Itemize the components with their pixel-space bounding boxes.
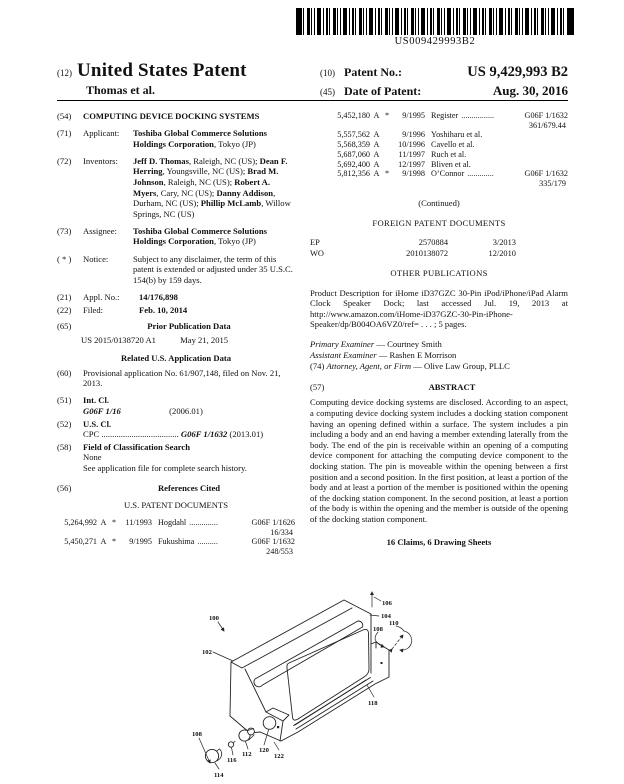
inventor-name: Jeff D. Thomas — [133, 155, 189, 166]
field-21-tag: (21) — [57, 291, 72, 302]
filed-label: Filed: — [83, 305, 104, 316]
attorney-name: — Olive Law Group, PLLC — [411, 361, 510, 372]
kind-code-tag: (12) — [57, 68, 72, 78]
foreign-row — [310, 238, 568, 249]
ref-body — [431, 160, 568, 170]
reference-row — [330, 140, 568, 150]
prior-publication-line — [81, 335, 295, 346]
field-72-inventors — [57, 156, 295, 220]
date-label: Date of Patent: — [344, 84, 422, 98]
prior-publication-heading: Prior Publication Data — [147, 321, 231, 331]
figure-label: 106 — [382, 600, 392, 607]
foreign-date: 12/2010 — [488, 249, 516, 259]
assistant-examiner-name: — Rashen E Morrison — [376, 350, 457, 361]
cpc-prefix: CPC — [83, 429, 100, 440]
field-51-tag: (51) — [57, 395, 72, 406]
ref-number: 5,557,562 — [337, 130, 370, 140]
document-title: United States Patent — [77, 60, 247, 81]
field-52-us-cl — [57, 419, 295, 440]
reference-row — [57, 537, 295, 547]
publication-date: May 21, 2015 — [180, 334, 229, 345]
provisional-text: Provisional application No. 61/907,148, filed on Nov. 21, 2013. — [83, 367, 281, 389]
ref-date: 9/1995 — [129, 537, 152, 547]
ref-body — [158, 518, 295, 528]
notice-tag: ( * ) — [57, 253, 72, 264]
field-71-applicant — [57, 128, 295, 149]
field-73-assignee — [57, 226, 295, 247]
field-72-tag: (72) — [57, 155, 72, 166]
ref-number: 5,264,992 — [64, 517, 97, 527]
notice-label: Notice: — [83, 253, 109, 264]
dock-body-outline — [230, 600, 389, 741]
barcode-image — [296, 8, 574, 35]
inventor-name: Dean F. Herring — [133, 155, 288, 177]
inventor-name: Robert A. Myers — [133, 176, 271, 198]
field-22-tag: (22) — [57, 305, 72, 316]
right-block-hole — [381, 662, 383, 664]
leader-112 — [246, 742, 249, 750]
ref-body — [158, 537, 295, 547]
leader-114 — [215, 763, 219, 769]
first-inventor-line: Thomas et al. — [86, 83, 155, 97]
right-column — [310, 111, 568, 548]
ref-class-continuation: 248/553 — [266, 546, 293, 556]
foreign-number: 2570884 — [418, 237, 448, 247]
leader-122 — [274, 742, 279, 750]
assignee-label: Assignee: — [83, 225, 117, 236]
continued-note: (Continued) — [418, 197, 460, 208]
figure-label: 118 — [368, 700, 378, 707]
search-none: None — [83, 452, 102, 463]
int-cl-code: G06F 1/16 — [83, 406, 121, 417]
ref-name: Cavello et al. — [431, 140, 475, 150]
ref-name: Ruch et al. — [431, 149, 467, 159]
figure-label: 108 — [373, 626, 383, 633]
ref-number: 5,687,060 — [337, 149, 370, 159]
pin-member-line — [233, 741, 235, 742]
ref-kind: A — [373, 111, 380, 120]
header-divider — [57, 100, 568, 101]
primary-examiner-label: Primary Examiner — [310, 338, 375, 349]
ref-kind: A — [373, 149, 380, 159]
barcode-block — [296, 8, 574, 47]
invention-title: COMPUTING DEVICE DOCKING SYSTEMS — [83, 111, 260, 121]
ref-body — [431, 130, 568, 140]
ref-class-continuation: 16/334 — [270, 527, 293, 537]
search-label: Field of Classification Search — [83, 441, 191, 452]
patent-no-label: Patent No.: — [344, 65, 402, 79]
cpc-code: G06F 1/1632 — [180, 429, 228, 440]
figure-label: 112 — [242, 751, 252, 758]
foreign-date: 3/2013 — [492, 237, 516, 247]
leader-106 — [374, 597, 381, 601]
arrow-110-arc — [400, 631, 412, 650]
inventor-name: Phillip McLamb — [200, 198, 262, 209]
ref-kind: A — [373, 169, 380, 179]
ref-class: G06F 1/1632 — [524, 169, 568, 179]
reference-row — [330, 169, 568, 179]
cpc-dots: .................................... — [101, 429, 179, 440]
abstract-text: Computing device docking systems are disclosed. According to an aspect, a computing device docking system includes a docking station component having an opening defined within a surface. The system includes a pin including a body and an end having a member extending laterally from the body. The end of the pin is receivable within an opening of a computing device component for attaching the computing device component to the docking station. The pin is moveable within the opening between a first position and a second position. In the first position, at least a portion of the body and at least a portion of the member is positioned within the opening of the docking station component. In the second position, at least a portion of the body is within the opening and the member is outside of the opening of the docking station component. — [310, 397, 568, 524]
field-54-title — [57, 111, 295, 122]
appl-no-label: Appl. No.: — [83, 291, 120, 302]
inventor-location: , Youngsville, NC (US); — [162, 166, 248, 177]
cpc-year: (2013.01) — [227, 429, 264, 440]
ref-date: 9/1996 — [402, 130, 425, 140]
figure-label: 110 — [389, 620, 399, 627]
attorney-line — [310, 361, 568, 372]
assistant-examiner-line — [310, 350, 568, 361]
field-74-tag: (74) — [310, 361, 325, 372]
publication-number: US 2015/0138720 A1 — [81, 334, 156, 345]
inventors-label: Inventors: — [83, 155, 118, 166]
foreign-row — [310, 249, 568, 260]
ref-star — [383, 160, 391, 170]
ref-class: G06F 1/1626 — [251, 517, 295, 527]
applicant-location: , Tokyo (JP) — [213, 138, 256, 149]
assignee-value — [133, 226, 295, 247]
inventor-name: Brad M. Johnson — [133, 166, 279, 187]
ref-name: Register — [431, 111, 459, 120]
search-note: See application file for complete search history. — [83, 463, 247, 474]
us-cl-label: U.S. Cl. — [83, 418, 112, 429]
ref-star: * — [384, 169, 390, 179]
ref-date: 10/1996 — [398, 140, 425, 150]
inventor-location: , Cary, NC (US); — [156, 187, 217, 198]
field-57-tag: (57) — [310, 381, 325, 392]
primary-examiner-line — [310, 339, 568, 350]
ref-star: * — [111, 537, 117, 547]
date-tag: (45) — [320, 87, 335, 97]
ref-star — [383, 150, 391, 160]
reference-row — [330, 130, 568, 140]
inventor-location: , Raleigh, NC (US); — [163, 176, 235, 187]
inventor-location: , Willow Springs, NC (US) — [133, 198, 291, 219]
ref-body — [431, 111, 568, 121]
ref-dots: .......... — [197, 537, 218, 547]
figure-label: 102 — [202, 649, 212, 656]
field-54-tag: (54) — [57, 111, 72, 121]
field-65-prior-pub — [57, 321, 295, 332]
reference-row — [57, 518, 295, 528]
other-publications-text: Product Description for iHome iD37GZC 30-Pin iPod/iPhone/iPad Alarm Clock Speaker Dock; last accessed Jul. 19, 2013 at http://www.amazon.com/iHome-iD37GZC-30-Pin-iPhone-Speaker/dp/B004OA6VZ0/ref= . . . ; 5 pages. — [310, 287, 568, 330]
figure-label: 108 — [192, 731, 202, 738]
assignee-location: , Tokyo (JP) — [213, 236, 256, 247]
leader-100 — [218, 622, 224, 631]
us-references-left — [57, 518, 295, 557]
figure-label: 100 — [209, 615, 219, 622]
field-56-tag: (56) — [57, 482, 72, 493]
assignee-name: Toshiba Global Commerce Solutions Holdings Corporation — [133, 225, 267, 247]
ref-star: * — [111, 517, 117, 527]
ref-date: 11/1993 — [125, 517, 152, 527]
filed-value: Feb. 10, 2014 — [139, 305, 188, 316]
figure-label: 122 — [274, 753, 284, 760]
foreign-number: 2010138072 — [406, 249, 448, 259]
ref-name: Yoshiharu et al. — [431, 130, 483, 140]
ref-number: 5,450,271 — [64, 537, 97, 547]
ref-class: G06F 1/1632 — [251, 537, 295, 547]
header-left — [57, 60, 247, 98]
other-publications-heading: OTHER PUBLICATIONS — [390, 268, 488, 278]
ref-kind: A — [100, 517, 107, 527]
field-21-appl-no — [57, 292, 295, 303]
pin-block-dot — [277, 726, 279, 728]
search-value — [83, 442, 295, 474]
field-51-int-cl — [57, 395, 295, 416]
patent-no-tag: (10) — [320, 68, 335, 78]
ref-name: Hogdahl — [158, 517, 187, 527]
ref-kind: A — [373, 130, 380, 140]
foreign-country: EP — [310, 237, 320, 247]
ref-body — [431, 140, 568, 150]
figure-label: 104 — [381, 613, 391, 620]
pin-member — [228, 742, 233, 747]
pin-opening — [263, 717, 276, 730]
field-60-tag: (60) — [57, 367, 72, 378]
applicant-name: Toshiba Global Commerce Solutions Holdings Corporation — [133, 128, 267, 149]
ref-name: O’Connor — [431, 169, 465, 179]
field-56-references — [57, 483, 295, 494]
foreign-country: WO — [310, 249, 324, 259]
field-58-search — [57, 442, 295, 474]
field-22-filed — [57, 305, 295, 316]
reference-row — [330, 160, 568, 170]
inventors-value — [133, 156, 295, 220]
ref-kind: A — [100, 537, 107, 547]
field-52-tag: (52) — [57, 418, 72, 429]
date-value: Aug. 30, 2016 — [492, 83, 568, 98]
field-60-provisional — [57, 368, 295, 389]
patent-figure — [167, 585, 457, 784]
ref-kind: A — [373, 159, 380, 169]
header-right — [320, 64, 568, 101]
left-column — [57, 111, 295, 557]
reference-row — [330, 111, 568, 121]
figure-label: 114 — [214, 772, 224, 779]
ref-number: 5,812,356 — [337, 169, 370, 179]
field-65-tag: (65) — [57, 321, 72, 331]
primary-examiner-name: — Courtney Smith — [374, 338, 442, 349]
ref-number: 5,452,180 — [337, 111, 370, 120]
ref-class-continuation: 335/179 — [539, 178, 566, 188]
us-patent-docs-heading: U.S. PATENT DOCUMENTS — [123, 500, 229, 511]
ref-date: 11/1997 — [398, 149, 425, 159]
figure-label: 116 — [227, 757, 237, 764]
ref-class: G06F 1/1632 — [524, 111, 568, 120]
leader-102 — [213, 652, 233, 661]
ref-body — [431, 169, 568, 179]
ref-star — [383, 130, 391, 140]
field-58-tag: (58) — [57, 441, 72, 452]
ref-number: 5,568,359 — [337, 140, 370, 150]
assistant-examiner-label: Assistant Examiner — [310, 350, 377, 361]
ref-body — [431, 150, 568, 160]
patent-no-value: US 9,429,993 B2 — [467, 64, 568, 80]
int-cl-label: Int. Cl. — [83, 395, 110, 406]
foreign-docs-heading: FOREIGN PATENT DOCUMENTS — [372, 218, 506, 229]
related-app-heading: Related U.S. Application Data — [120, 353, 232, 364]
int-cl-value — [83, 395, 295, 416]
arrow-110-dashed — [392, 635, 403, 649]
ref-star: * — [384, 111, 390, 120]
barcode-number: US009429993B2 — [394, 36, 476, 47]
notice-text: Subject to any disclaimer, the term of this patent is extended or adjusted under 35 U.S.C. 154(b) by 159 days. — [133, 253, 293, 285]
applicant-label: Applicant: — [83, 128, 120, 139]
us-references-right — [310, 111, 568, 189]
abstract-heading-row — [310, 382, 568, 393]
leader-116 — [232, 748, 234, 755]
field-71-tag: (71) — [57, 128, 72, 139]
inventor-location: , Raleigh, NC (US); — [188, 155, 260, 166]
notice-field — [57, 254, 295, 286]
ref-star — [383, 140, 391, 150]
ref-dots: .............. — [189, 517, 218, 527]
int-cl-year: (2006.01) — [169, 406, 203, 417]
claims-line: 16 Claims, 6 Drawing Sheets — [386, 537, 492, 548]
inventor-name: Danny Addison — [216, 187, 274, 198]
ref-number: 5,692,400 — [337, 159, 370, 169]
ref-name: Fukushima — [158, 537, 195, 547]
ref-dots: ................ — [461, 111, 495, 120]
ref-class-continuation: 361/679.44 — [528, 120, 566, 130]
field-73-tag: (73) — [57, 225, 72, 236]
reference-row — [330, 150, 568, 160]
figure-label: 120 — [259, 747, 269, 754]
applicant-value — [133, 128, 295, 149]
ref-date: 12/1997 — [398, 159, 425, 169]
references-cited-heading: References Cited — [157, 482, 221, 493]
ref-date: 9/1995 — [402, 111, 425, 120]
ref-kind: A — [373, 140, 380, 150]
ref-dots: ............. — [467, 169, 494, 179]
inventor-location: , Durham, NC (US); — [133, 187, 276, 209]
appl-no-value: 14/176,898 — [139, 291, 178, 302]
ref-name: Bliven et al. — [431, 159, 471, 169]
us-cl-value — [83, 419, 295, 440]
attorney-label: Attorney, Agent, or Firm — [326, 361, 412, 372]
abstract-heading: ABSTRACT — [428, 381, 476, 392]
ref-date: 9/1998 — [402, 169, 425, 179]
